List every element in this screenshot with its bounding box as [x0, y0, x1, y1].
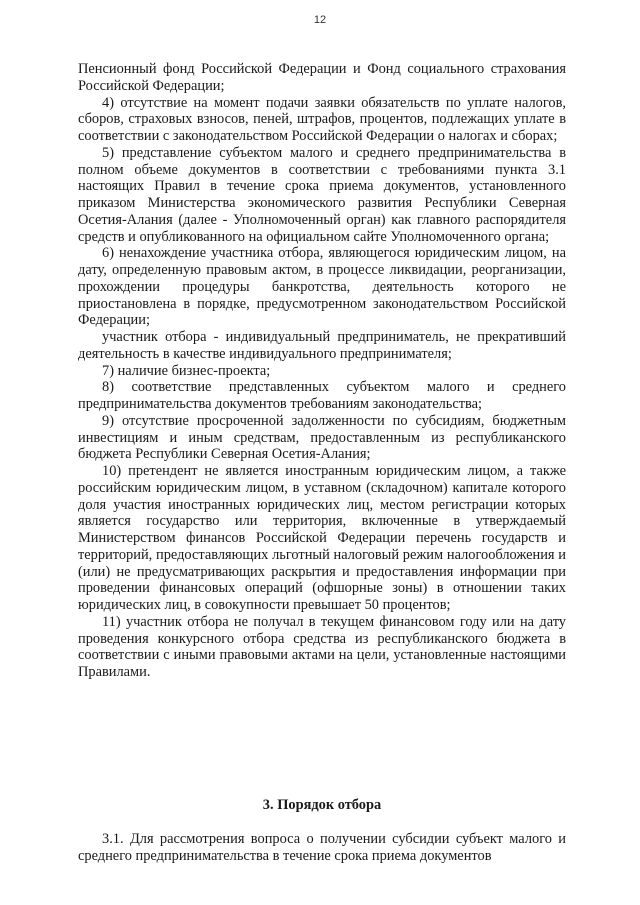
- page-number: 12: [313, 14, 327, 26]
- paragraph-2: 4) отсутствие на момент подачи заявки обязательств по уплате налогов, сборов, страховых взносов, пеней, штрафов, процентов, подлежащих уплате в соответствии с законодательством Российской Федерации о налогах и сборах;: [78, 94, 566, 144]
- paragraph-7: 8) соответствие представленных субъектом малого и среднего предпринимательства документов требованиям законодательства;: [78, 379, 566, 412]
- paragraph-6: 7) наличие бизнес-проекта;: [102, 362, 271, 379]
- section-heading: 3. Порядок отбора: [262, 797, 382, 813]
- tail-paragraph: 3.1. Для рассмотрения вопроса о получении субсидии субъект малого и среднего предпринимательства в течение срока приема документов: [78, 831, 566, 864]
- paragraph-9: 10) претендент не является иностранным юридическим лицом, а также российским юридическим лицом, в уставном (складочном) капитале которого доля участия иностранных юридических лиц, местом регистрации которых является государство или территория, включенные в утверждаемый Министерством финансов Российской Федерации перечень государств и территорий, предоставляющих льготный налоговый режим налогообложения и (или) не предусматривающих раскрытия и предоставления информации при проведении финансовых операций (офшорные зоны) в отношении таких юридических лиц, в совокупности превышает 50 процентов;: [78, 463, 566, 613]
- paragraph-5: участник отбора - индивидуальный предприниматель, не прекративший деятельность в качестве индивидуального предпринимателя;: [78, 329, 566, 362]
- paragraph-3: 5) представление субъектом малого и среднего предпринимательства в полном объеме документов в соответствии с требованиями пункта 3.1 настоящих Правил в течение срока приема документов, установленного приказом Министерства экономического развития Республики Северная Осетия-Алания (далее - Уполномоченный орган) как главного распорядителя средств и опубликованного на официальном сайте Уполномоченного органа;: [78, 144, 566, 245]
- paragraph-10: 11) участник отбора не получал в текущем финансовом году или на дату проведения конкурсного отбора средства из республиканского бюджета в соответствии с иными правовыми актами на цели, установленные настоящими Правилами.: [78, 613, 566, 680]
- paragraph-1: Пенсионный фонд Российской Федерации и Фонд социального страхования Российской Федерации;: [78, 61, 566, 94]
- paragraph-8: 9) отсутствие просроченной задолженности по субсидиям, бюджетным инвестициям и иным средствам, предоставленным из республиканского бюджета Республики Северная Осетия-Алания;: [78, 412, 566, 463]
- paragraph-4: 6) ненахождение участника отбора, являющегося юридическим лицом, на дату, определенную правовым актом, в процессе ликвидации, реорганизации, прохождении процедуры банкротства, деятельность которого не приостановлена в порядке, предусмотренном законодательством Российской Федерации;: [78, 245, 566, 329]
- document-body: [78, 61, 566, 681]
